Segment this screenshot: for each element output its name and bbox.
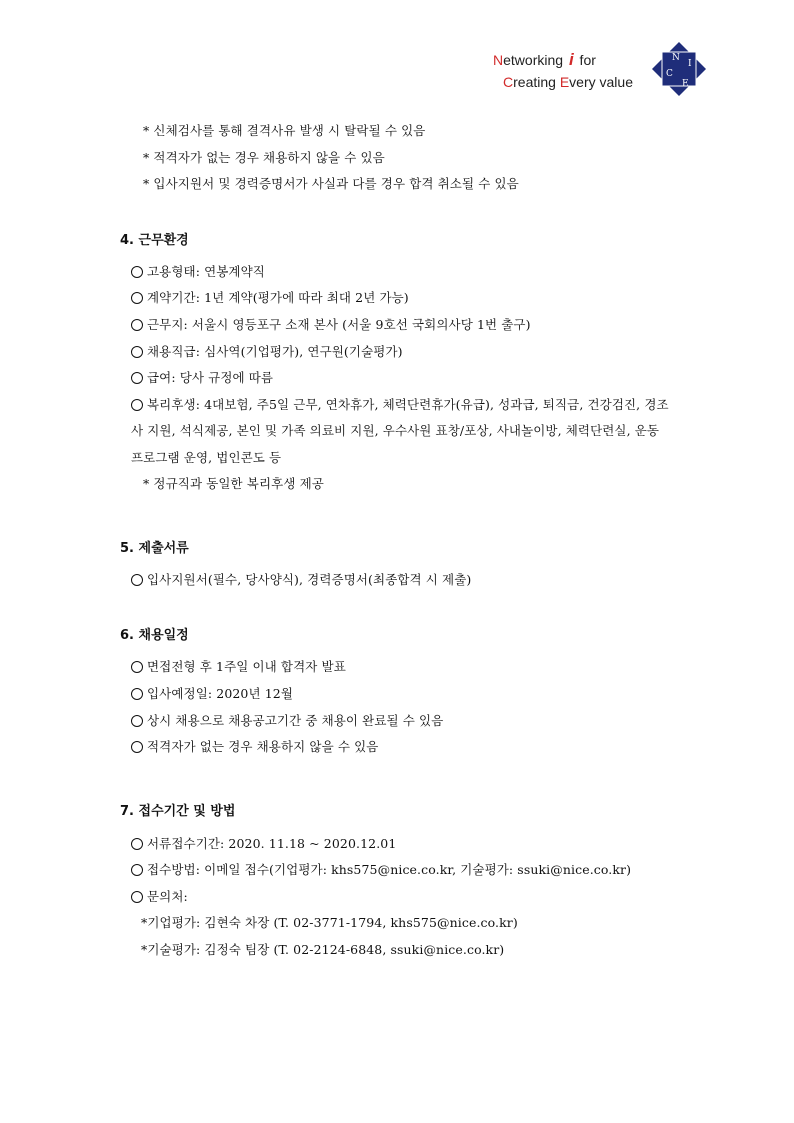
welfare-item-continued: 사 지원, 석식제공, 본인 및 가족 의료비 지원, 우수사원 표창/포상, 사내놀이방, 체력단련실, 운동 (131, 423, 660, 438)
contact-line: *기술평가: 김정숙 팀장 (T. 02-2124-6848, ssuki@nice.co.kr) (141, 942, 505, 957)
circle-bullet-icon (131, 891, 143, 903)
circle-bullet-icon (131, 574, 143, 586)
list-item: 문의처: (131, 887, 188, 905)
nice-logo-emblem (650, 40, 708, 98)
welfare-item: 복리후생: 4대보험, 주5일 근무, 연차휴가, 체력단련휴가(유급), 성과급, 퇴직금, 건강검진, 경조 (131, 395, 669, 413)
circle-bullet-icon (131, 266, 143, 278)
slogan-line-1: Networking i for (493, 50, 596, 69)
circle-bullet-icon (131, 741, 143, 753)
i-logo-mark: i (568, 50, 574, 69)
section-4-title: 4. 근무환경 (120, 233, 189, 248)
list-item: 적격자가 없는 경우 채용하지 않을 수 있음 (131, 737, 378, 755)
circle-bullet-icon (131, 372, 143, 384)
list-item: 면접전형 후 1주일 이내 합격자 발표 (131, 657, 346, 675)
welfare-item-continued: 프로그램 운영, 법인콘도 등 (131, 450, 282, 465)
section-6-title: 6. 채용일정 (120, 628, 189, 643)
logo-letter-i: I (688, 59, 692, 69)
circle-bullet-icon (131, 346, 143, 358)
welfare-note: * 정규직과 동일한 복리후생 제공 (143, 476, 324, 491)
intro-note: * 입사지원서 및 경력증명서가 사실과 다를 경우 합격 취소될 수 있음 (143, 176, 519, 191)
list-item: 입사예정일: 2020년 12월 (131, 684, 293, 702)
list-item: 접수방법: 이메일 접수(기업평가: khs575@nice.co.kr, 기술평가: ssuki@nice.co.kr) (131, 860, 631, 878)
list-item: 채용직급: 심사역(기업평가), 연구원(기술평가) (131, 342, 403, 360)
list-item: 상시 채용으로 채용공고기간 중 채용이 완료될 수 있음 (131, 711, 443, 729)
contact-line: *기업평가: 김현숙 차장 (T. 02-3771-1794, khs575@nice.co.kr) (141, 915, 518, 930)
intro-note: * 적격자가 없는 경우 채용하지 않을 수 있음 (143, 150, 385, 165)
circle-bullet-icon (131, 661, 143, 673)
company-slogan (493, 49, 633, 93)
intro-note: * 신체검사를 통해 결격사유 발생 시 탈락될 수 있음 (143, 123, 426, 138)
section-5-title: 5. 제출서류 (120, 541, 189, 556)
logo-letter-c: C (666, 69, 673, 79)
circle-bullet-icon (131, 292, 143, 304)
list-item: 근무지: 서울시 영등포구 소재 본사 (서울 9호선 국회의사당 1번 출구) (131, 315, 531, 333)
list-item: 서류접수기간: 2020. 11.18 ~ 2020.12.01 (131, 834, 396, 852)
circle-bullet-icon (131, 864, 143, 876)
section-7-title: 7. 접수기간 및 방법 (120, 804, 236, 819)
circle-bullet-icon (131, 838, 143, 850)
circle-bullet-icon (131, 715, 143, 727)
list-item: 고용형태: 연봉계약직 (131, 262, 265, 280)
circle-bullet-icon (131, 688, 143, 700)
list-item: 계약기간: 1년 계약(평가에 따라 최대 2년 가능) (131, 288, 409, 306)
slogan-line-2: Creating Every value (503, 74, 633, 90)
list-item: 입사지원서(필수, 당사양식), 경력증명서(최종합격 시 제출) (131, 570, 471, 588)
logo-letter-n: N (672, 53, 680, 63)
list-item: 급여: 당사 규정에 따름 (131, 368, 273, 386)
logo-letter-e: E (682, 79, 689, 89)
circle-bullet-icon (131, 319, 143, 331)
circle-bullet-icon (131, 399, 143, 411)
